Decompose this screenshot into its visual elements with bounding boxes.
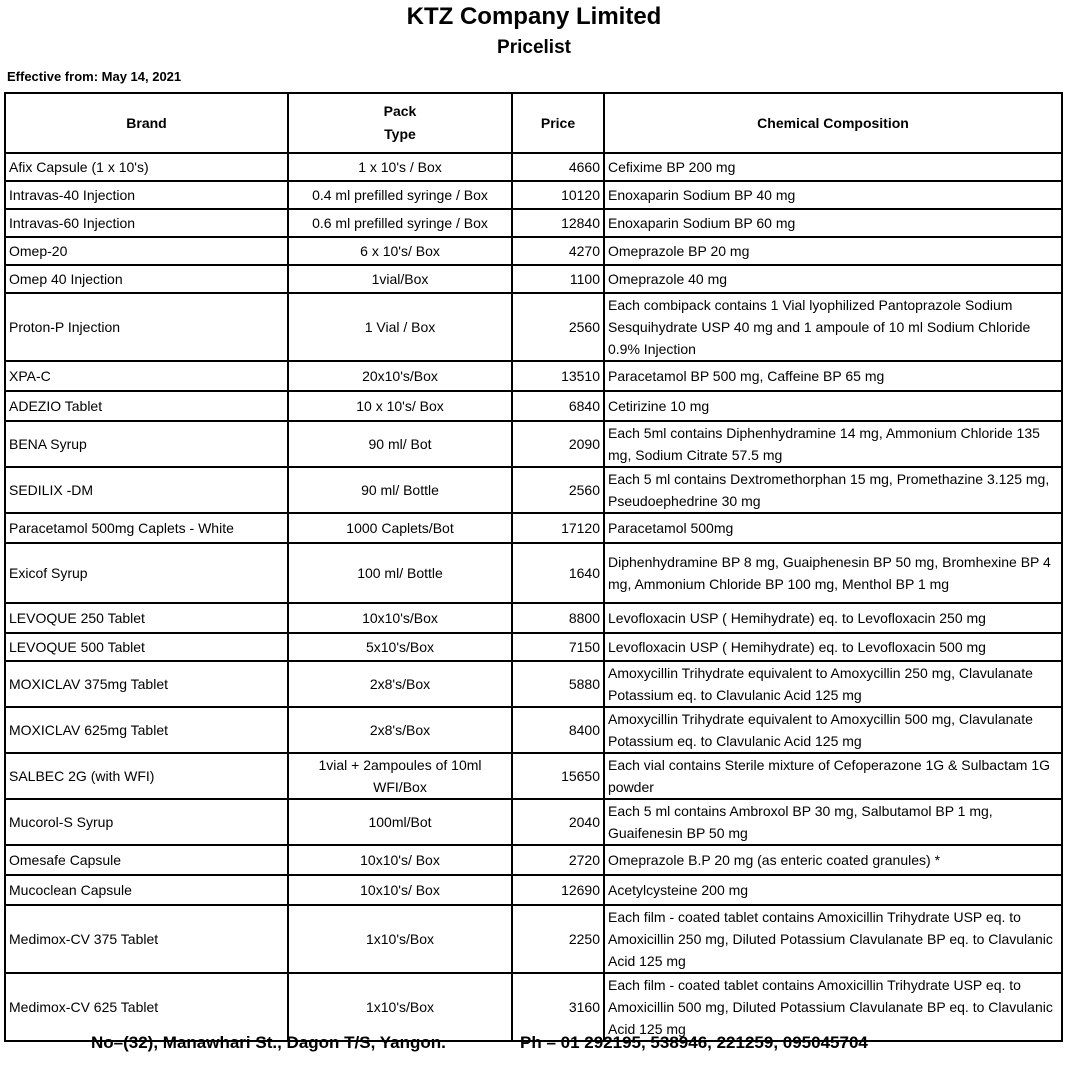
cell-price: 13510: [512, 361, 604, 391]
cell-composition: Acetylcysteine 200 mg: [604, 875, 1062, 905]
price-table: [4, 92, 1063, 1042]
cell-pack-type: 100ml/Bot: [288, 799, 512, 845]
cell-brand: Intravas-60 Injection: [5, 209, 288, 237]
cell-brand: Mucoclean Capsule: [5, 875, 288, 905]
cell-price: 7150: [512, 633, 604, 661]
cell-pack-type: 10x10's/Box: [288, 603, 512, 633]
table-row: [5, 293, 1062, 361]
table-body: [5, 153, 1062, 1041]
cell-price: 15650: [512, 753, 604, 799]
cell-price: 2560: [512, 293, 604, 361]
cell-pack-type: 20x10's/Box: [288, 361, 512, 391]
column-header-price: Price: [512, 93, 604, 153]
cell-brand: LEVOQUE 250 Tablet: [5, 603, 288, 633]
cell-brand: Paracetamol 500mg Caplets - White: [5, 513, 288, 543]
table-row: [5, 753, 1062, 799]
cell-price: 2090: [512, 421, 604, 467]
table-row: [5, 661, 1062, 707]
table-row: [5, 265, 1062, 293]
cell-composition: Diphenhydramine BP 8 mg, Guaiphenesin BP 50 mg, Bromhexine BP 4 mg, Ammonium Chloride BP 100 mg, Menthol BP 1 mg: [604, 543, 1062, 603]
column-header-pack-type: [288, 93, 512, 153]
cell-brand: LEVOQUE 500 Tablet: [5, 633, 288, 661]
cell-price: 2250: [512, 905, 604, 973]
cell-composition: Each 5 ml contains Ambroxol BP 30 mg, Salbutamol BP 1 mg, Guaifenesin BP 50 mg: [604, 799, 1062, 845]
cell-pack-type: 10x10's/ Box: [288, 875, 512, 905]
cell-pack-type: 5x10's/Box: [288, 633, 512, 661]
cell-composition: Omeprazole 40 mg: [604, 265, 1062, 293]
table-row: [5, 707, 1062, 753]
cell-price: 10120: [512, 181, 604, 209]
cell-price: 6840: [512, 391, 604, 421]
cell-composition: Cefixime BP 200 mg: [604, 153, 1062, 181]
header-row: [5, 93, 1062, 153]
cell-brand: Proton-P Injection: [5, 293, 288, 361]
cell-pack-type: 1 x 10's / Box: [288, 153, 512, 181]
cell-composition: Paracetamol 500mg: [604, 513, 1062, 543]
table-row: [5, 603, 1062, 633]
cell-pack-type: 1000 Caplets/Bot: [288, 513, 512, 543]
cell-composition: Enoxaparin Sodium BP 60 mg: [604, 209, 1062, 237]
table-row: [5, 799, 1062, 845]
table-row: [5, 467, 1062, 513]
table-row: [5, 905, 1062, 973]
table-row: [5, 845, 1062, 875]
cell-brand: Medimox-CV 375 Tablet: [5, 905, 288, 973]
cell-brand: Medimox-CV 625 Tablet: [5, 973, 288, 1041]
cell-composition: Amoxycillin Trihydrate equivalent to Amoxycillin 500 mg, Clavulanate Potassium eq. to Clavulanic Acid 125 mg: [604, 707, 1062, 753]
effective-date: Effective from: May 14, 2021: [7, 69, 182, 84]
cell-brand: MOXICLAV 375mg Tablet: [5, 661, 288, 707]
cell-pack-type: 1vial + 2ampoules of 10ml WFI/Box: [288, 753, 512, 799]
cell-pack-type: 0.4 ml prefilled syringe / Box: [288, 181, 512, 209]
table-row: [5, 513, 1062, 543]
table-row: [5, 209, 1062, 237]
cell-brand: Intravas-40 Injection: [5, 181, 288, 209]
cell-composition: Each vial contains Sterile mixture of Cefoperazone 1G & Sulbactam 1G powder: [604, 753, 1062, 799]
cell-composition: Each film - coated tablet contains Amoxicillin Trihydrate USP eq. to Amoxicillin 250 mg, Diluted Potassium Clavulanate BP eq. to Clavulanic Acid 125 mg: [604, 905, 1062, 973]
cell-price: 1100: [512, 265, 604, 293]
table-row: [5, 237, 1062, 265]
cell-composition: Cetirizine 10 mg: [604, 391, 1062, 421]
cell-price: 12840: [512, 209, 604, 237]
cell-composition: Each 5ml contains Diphenhydramine 14 mg, Ammonium Chloride 135 mg, Sodium Citrate 57.5 mg: [604, 421, 1062, 467]
cell-pack-type: 0.6 ml prefilled syringe / Box: [288, 209, 512, 237]
cell-brand: BENA Syrup: [5, 421, 288, 467]
cell-pack-type: 2x8's/Box: [288, 707, 512, 753]
cell-composition: Amoxycillin Trihydrate equivalent to Amoxycillin 250 mg, Clavulanate Potassium eq. to Clavulanic Acid 125 mg: [604, 661, 1062, 707]
cell-price: 3160: [512, 973, 604, 1041]
cell-pack-type: 6 x 10's/ Box: [288, 237, 512, 265]
cell-price: 12690: [512, 875, 604, 905]
cell-price: 8400: [512, 707, 604, 753]
cell-price: 2560: [512, 467, 604, 513]
company-title: KTZ Company Limited: [406, 3, 662, 30]
cell-price: 17120: [512, 513, 604, 543]
column-header-composition: Chemical Composition: [604, 93, 1062, 153]
pack-header-line-1: Pack: [383, 103, 417, 119]
cell-brand: SEDILIX -DM: [5, 467, 288, 513]
cell-pack-type: 1x10's/Box: [288, 973, 512, 1041]
cell-brand: Mucorol-S Syrup: [5, 799, 288, 845]
cell-pack-type: 10x10's/ Box: [288, 845, 512, 875]
table-row: [5, 973, 1062, 1041]
cell-price: 2040: [512, 799, 604, 845]
cell-brand: ADEZIO Tablet: [5, 391, 288, 421]
table-row: [5, 391, 1062, 421]
cell-brand: Omep 40 Injection: [5, 265, 288, 293]
footer-phone: Ph – 01 292195, 538946, 221259, 095045704: [520, 1033, 868, 1052]
cell-pack-type: 2x8's/Box: [288, 661, 512, 707]
cell-composition: Levofloxacin USP ( Hemihydrate) eq. to Levofloxacin 500 mg: [604, 633, 1062, 661]
cell-brand: MOXICLAV 625mg Tablet: [5, 707, 288, 753]
cell-composition: Enoxaparin Sodium BP 40 mg: [604, 181, 1062, 209]
table-row: [5, 153, 1062, 181]
cell-price: 1640: [512, 543, 604, 603]
cell-composition: Omeprazole BP 20 mg: [604, 237, 1062, 265]
cell-pack-type: 1x10's/Box: [288, 905, 512, 973]
cell-brand: SALBEC 2G (with WFI): [5, 753, 288, 799]
cell-composition: Each combipack contains 1 Vial lyophilized Pantoprazole Sodium Sesquihydrate USP 40 mg and 1 ampoule of 10 ml Sodium Chloride 0.9% Injection: [604, 293, 1062, 361]
cell-composition: Omeprazole B.P 20 mg (as enteric coated granules) *: [604, 845, 1062, 875]
pack-header-line-2: Type: [384, 126, 416, 142]
cell-brand: XPA-C: [5, 361, 288, 391]
table-row: [5, 543, 1062, 603]
cell-price: 8800: [512, 603, 604, 633]
table-row: [5, 875, 1062, 905]
cell-brand: Omep-20: [5, 237, 288, 265]
cell-pack-type: 1 Vial / Box: [288, 293, 512, 361]
column-header-brand: Brand: [5, 93, 288, 153]
cell-price: 5880: [512, 661, 604, 707]
cell-pack-type: 90 ml/ Bottle: [288, 467, 512, 513]
cell-brand: Omesafe Capsule: [5, 845, 288, 875]
cell-brand: Afix Capsule (1 x 10's): [5, 153, 288, 181]
cell-composition: Paracetamol BP 500 mg, Caffeine BP 65 mg: [604, 361, 1062, 391]
cell-pack-type: 100 ml/ Bottle: [288, 543, 512, 603]
footer-address: No–(32), Manawhari St., Dagon T/S, Yangon.: [91, 1033, 446, 1052]
table-row: [5, 421, 1062, 467]
cell-pack-type: 10 x 10's/ Box: [288, 391, 512, 421]
table-row: [5, 633, 1062, 661]
cell-composition: Each 5 ml contains Dextromethorphan 15 mg, Promethazine 3.125 mg, Pseudoephedrine 30 mg: [604, 467, 1062, 513]
cell-composition: Each film - coated tablet contains Amoxicillin Trihydrate USP eq. to Amoxicillin 500 mg, Diluted Potassium Clavulanate BP eq. to Clavulanic Acid 125 mg: [604, 973, 1062, 1041]
pricelist-subtitle: Pricelist: [497, 37, 571, 58]
cell-composition: Levofloxacin USP ( Hemihydrate) eq. to Levofloxacin 250 mg: [604, 603, 1062, 633]
cell-pack-type: 90 ml/ Bot: [288, 421, 512, 467]
table-row: [5, 361, 1062, 391]
cell-price: 4270: [512, 237, 604, 265]
table-row: [5, 181, 1062, 209]
cell-brand: Exicof Syrup: [5, 543, 288, 603]
cell-price: 4660: [512, 153, 604, 181]
cell-pack-type: 1vial/Box: [288, 265, 512, 293]
cell-price: 2720: [512, 845, 604, 875]
